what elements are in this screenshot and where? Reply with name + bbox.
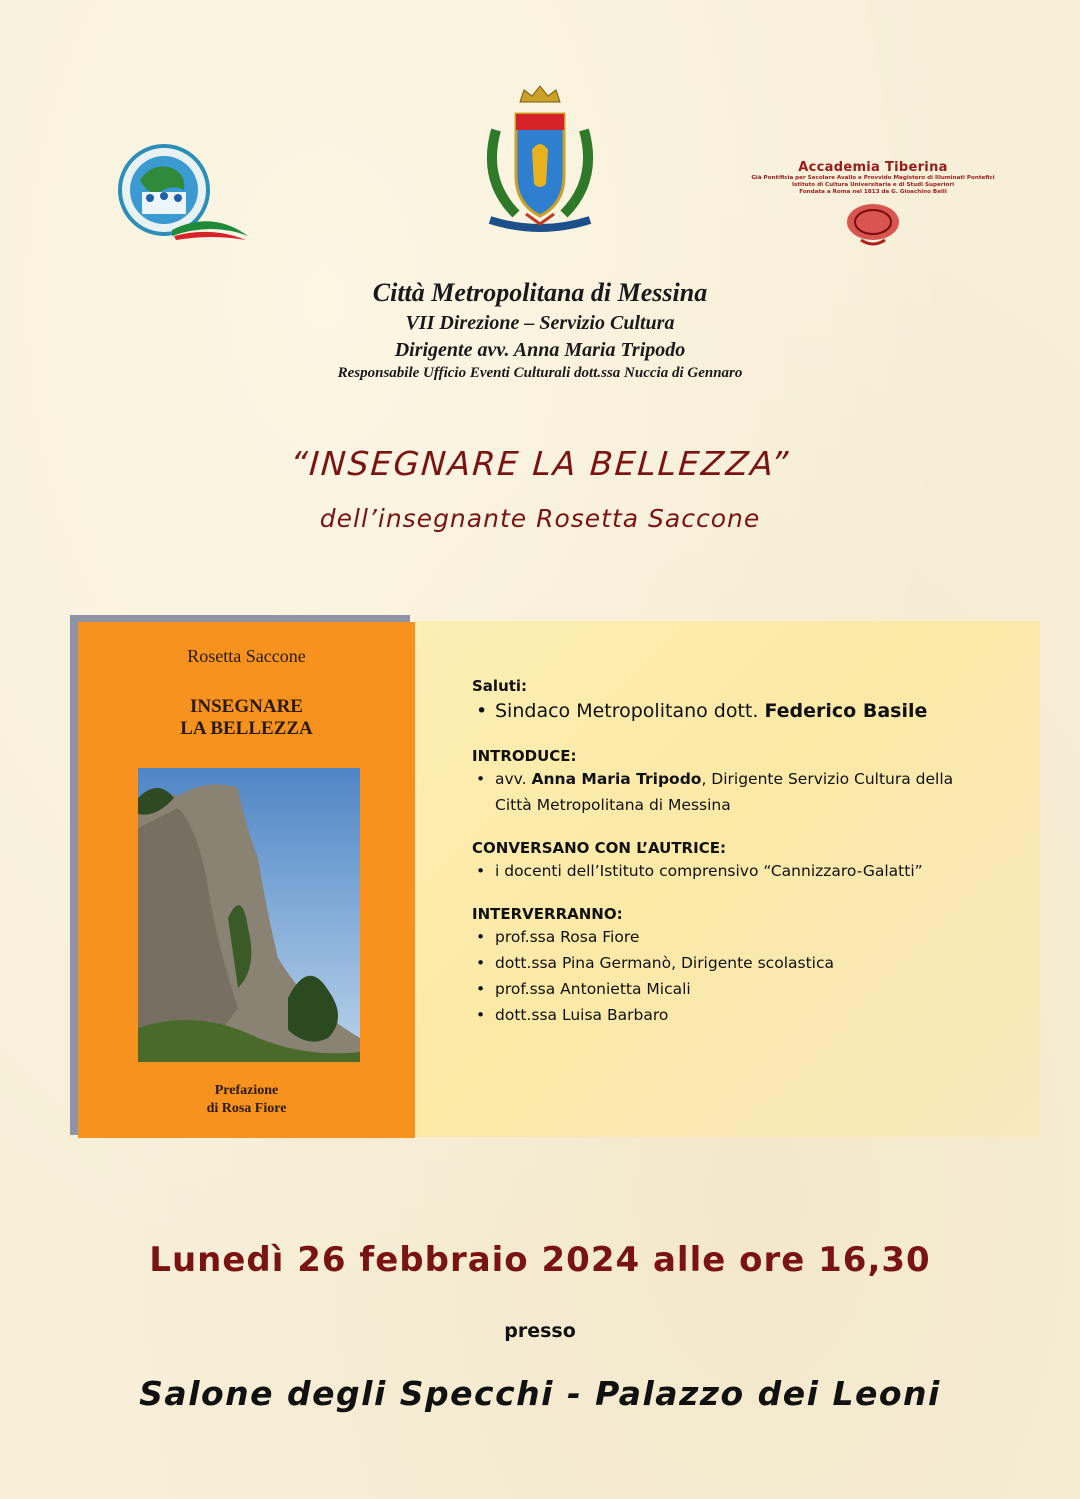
accademia-logo (738, 160, 1008, 260)
event-date: Lunedì 26 febbraio 2024 alle ore 16,30 (149, 1240, 931, 1280)
organizer-header (0, 276, 1080, 382)
introduce-line-2: Città Metropolitana di Messina (495, 796, 731, 814)
accademia-line-2: Istituto di Cultura Universitaria e di Studi Superiori (791, 182, 955, 188)
accademia-tiberina-seal-icon (841, 200, 905, 248)
book-preface-line-2: di Rosa Fiore (206, 1101, 287, 1116)
accademia-line-3: Fondata a Roma nel 1813 da G. Gioachino Belli (799, 189, 947, 195)
event-venue: Salone degli Specchi - Palazzo dei Leoni (139, 1374, 941, 1413)
saluti-prefix: Sindaco Metropolitano dott. (495, 700, 765, 722)
introduce-heading: INTRODUCE: (472, 747, 577, 765)
speaker-item: • prof.ssa Rosa Fiore (472, 924, 1032, 950)
introduce-role: , Dirigente Servizio Cultura della (701, 770, 954, 788)
program (472, 676, 1032, 1028)
director: Dirigente avv. Anna Maria Tripodo (394, 339, 686, 361)
introduce-prefix: avv. (495, 770, 532, 788)
book-preface-line-1: Prefazione (214, 1083, 279, 1098)
book-title-line-1: INSEGNARE (190, 696, 303, 717)
conversano-item: • i docenti dell’Istituto comprensivo “Cannizzaro-Galatti” (472, 858, 1032, 884)
speaker-item: • prof.ssa Antonietta Micali (472, 976, 1032, 1002)
speaker-item: • dott.ssa Pina Germanò, Dirigente scolastica (472, 950, 1032, 976)
book-title (78, 696, 415, 740)
accademia-line-1: Già Pontificia per Secolare Avallo e Provvido Magistero di Illuminati Pontefici (751, 175, 995, 181)
responsible: Responsabile Ufficio Eventi Culturali dott.ssa Nuccia di Gennaro (337, 365, 743, 381)
introduce-item (472, 766, 1032, 818)
accademia-title: Accademia Tiberina (798, 160, 948, 175)
city-crest (476, 80, 604, 240)
saluti-item (472, 696, 1032, 726)
book-title-line-2: LA BELLEZZA (180, 718, 313, 739)
book-cover (78, 622, 415, 1138)
school-logo-icon (112, 140, 252, 250)
cliff-photo-icon (138, 768, 360, 1062)
city-name: Città Metropolitana di Messina (372, 278, 708, 307)
saluti-name: Federico Basile (764, 700, 928, 722)
speaker-item: • dott.ssa Luisa Barbaro (472, 1002, 1032, 1028)
school-logo (112, 140, 252, 250)
introduce-name: Anna Maria Tripodo (531, 770, 702, 788)
citta-metropolitana-crest-icon (476, 80, 604, 240)
book-preface (78, 1082, 415, 1118)
interverranno-heading: INTERVERRANNO: (472, 905, 623, 923)
presso-label: presso (504, 1320, 576, 1342)
conversano-heading: CONVERSANO CON L’AUTRICE: (472, 839, 726, 857)
book-author: Rosetta Saccone (187, 646, 306, 666)
event-subtitle: dell’insegnante Rosetta Saccone (319, 504, 761, 533)
direction: VII Direzione – Servizio Cultura (405, 312, 675, 334)
saluti-heading: Saluti: (472, 677, 528, 695)
event-title: “INSEGNARE LA BELLEZZA” (288, 444, 792, 483)
